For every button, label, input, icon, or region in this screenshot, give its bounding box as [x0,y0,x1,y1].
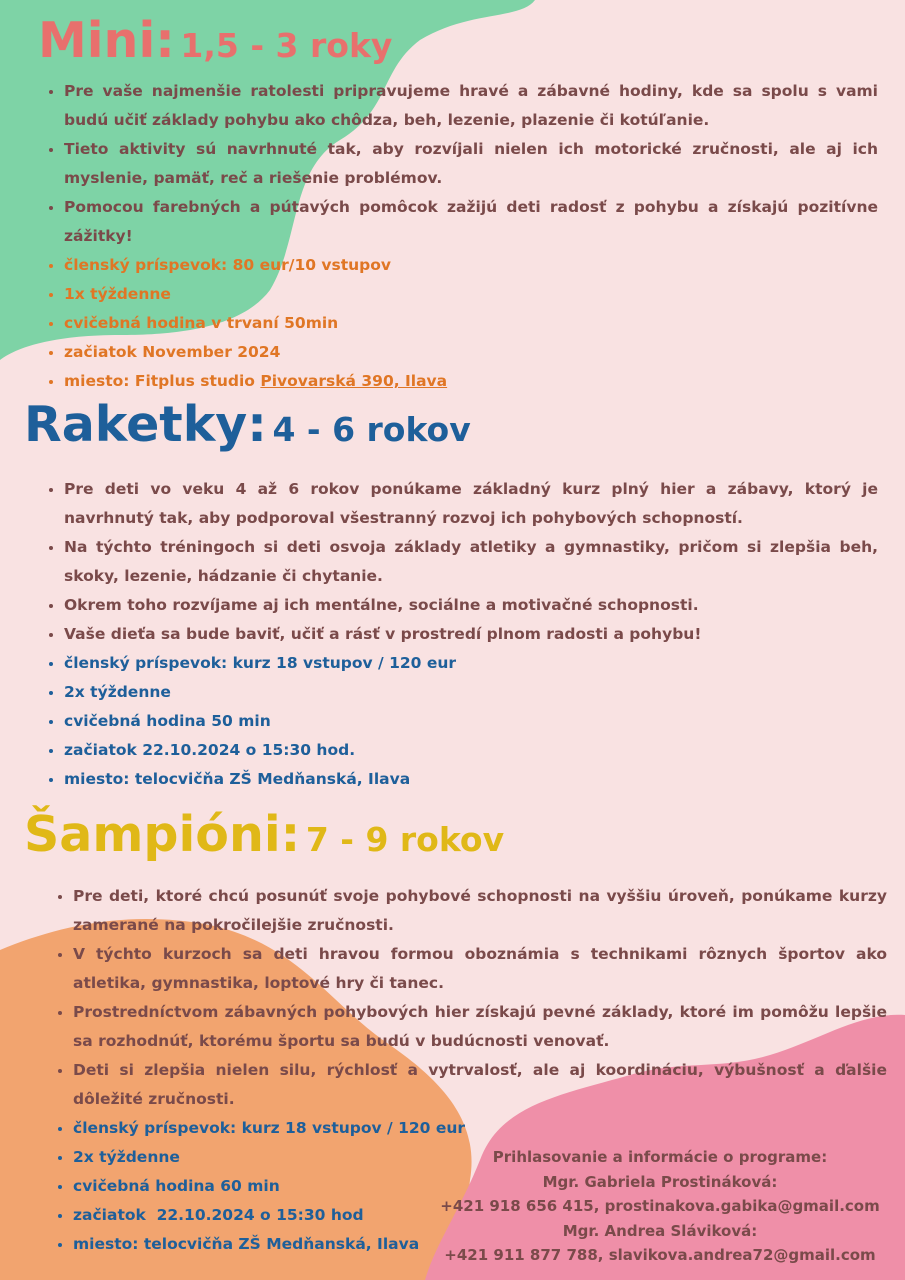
list-item: 2x týždenne [57,1143,477,1172]
sampioni-title: Šampióni: [24,806,301,863]
list-item: cvičebná hodina v trvaní 50min [48,309,878,338]
list-item: 2x týždenne [48,678,878,707]
list-item: miesto: telocvičňa ZŠ Medňanská, Ilava [57,1230,477,1259]
raketky-info-list [48,649,878,794]
mini-description-list [48,77,878,251]
contact-heading: Prihlasovanie a informácie o programe: [492,1148,828,1166]
mini-section [48,77,878,396]
address-link[interactable]: Pivovarská 390, Ilava [260,372,448,390]
sampioni-heading [24,806,504,863]
place-prefix: miesto: Fitplus studio [64,372,261,390]
list-item: Deti si zlepšia nielen silu, rýchlosť a vytrvalosť, ale aj koordináciu, výbušnosť a ďalšie dôležité zručnosti. [57,1056,887,1114]
list-item: začiatok November 2024 [48,338,878,367]
mini-title: Mini: [38,12,175,69]
contact-block [420,1145,900,1268]
list-item: Prostredníctvom zábavných pohybových hier získajú pevné základy, ktoré im pomôžu lepšie sa rozhodnúť, ktorému športu sa budú v budúcnosti venovať. [57,998,887,1056]
list-item: začiatok 22.10.2024 o 15:30 hod [57,1201,477,1230]
mini-age: 1,5 - 3 roky [180,26,393,65]
raketky-description-list [48,475,878,649]
sampioni-age: 7 - 9 rokov [305,820,505,859]
list-item: Na týchto tréningoch si deti osvoja základy atletiky a gymnastiky, pričom si zlepšia beh, skoky, lezenie, hádzanie či chytanie. [48,533,878,591]
list-item: členský príspevok: 80 eur/10 vstupov [48,251,878,280]
mini-info-list [48,251,878,396]
list-item: Pomocou farebných a pútavých pomôcok zažijú deti radosť z pohybu a získajú pozitívne zážitky! [48,193,878,251]
list-item: V týchto kurzoch sa deti hravou formou oboznámia s technikami rôznych športov ako atletika, gymnastika, loptové hry či tanec. [57,940,887,998]
list-item: členský príspevok: kurz 18 vstupov / 120 eur [57,1114,477,1143]
list-item: cvičebná hodina 60 min [57,1172,477,1201]
contact-person-1: Mgr. Gabriela Prostináková: [542,1172,778,1191]
raketky-title: Raketky: [24,396,267,453]
raketky-age: 4 - 6 rokov [272,410,471,449]
list-item: Pre deti, ktoré chcú posunúť svoje pohybové schopnosti na vyššiu úroveň, ponúkame kurzy zamerané na pokročilejšie zručnosti. [57,882,887,940]
sampioni-info-list [57,1114,477,1259]
list-item: miesto: telocvičňa ZŠ Medňanská, Ilava [48,765,878,794]
list-item: cvičebná hodina 50 min [48,707,878,736]
raketky-heading [24,396,471,453]
mini-heading [38,12,392,69]
mini-place-item [48,367,878,396]
contact-person-2: Mgr. Andrea Sláviková: [562,1221,758,1240]
list-item: Pre deti vo veku 4 až 6 rokov ponúkame základný kurz plný hier a zábavy, ktorý je navrhnutý tak, aby podporoval všestranný rozvoj ich pohybových schopností. [48,475,878,533]
list-item: Tieto aktivity sú navrhnuté tak, aby rozvíjali nielen ich motorické zručnosti, ale aj ich myslenie, pamäť, reč a riešenie problémov. [48,135,878,193]
list-item: 1x týždenne [48,280,878,309]
list-item: začiatok 22.10.2024 o 15:30 hod. [48,736,878,765]
contact-details-2[interactable]: +421 911 877 788, slavikova.andrea72@gmail.com [444,1246,876,1264]
sampioni-description-list [57,882,887,1114]
list-item: Vaše dieťa sa bude baviť, učiť a rásť v prostredí plnom radosti a pohybu! [48,620,878,649]
list-item: Okrem toho rozvíjame aj ich mentálne, sociálne a motivačné schopnosti. [48,591,878,620]
contact-details-1[interactable]: +421 918 656 415, prostinakova.gabika@gmail.com [440,1197,880,1215]
list-item: členský príspevok: kurz 18 vstupov / 120 eur [48,649,878,678]
raketky-section [48,475,878,794]
list-item: Pre vaše najmenšie ratolesti pripravujeme hravé a zábavné hodiny, kde sa spolu s vami budú učiť základy pohybu ako chôdza, beh, lezenie, plazenie či kotúľanie. [48,77,878,135]
